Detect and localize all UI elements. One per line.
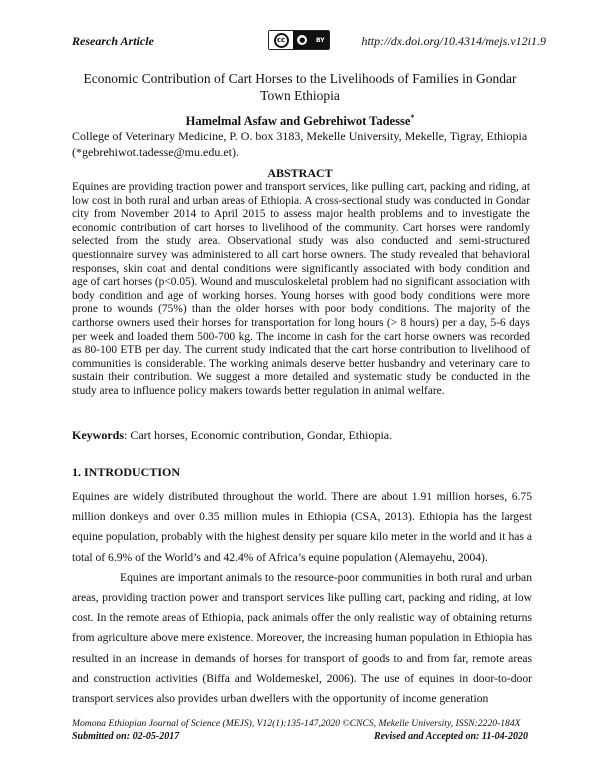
introduction-paragraph-2: Equines are important animals to the resource-poor communities in both rural and urban areas, providing traction power and transport services like pulling cart, packing and riding, at low cost. In the remote areas of Ethiopia, pack animals offer the only realistic way of obtaining returns from agriculture above mere existence. Moreover, the increasing human population in Ethiopia has resulted in an increase in demands of horses for transport of goods to and from far, remote areas and construction activities (Biffa and Woldemeskel, 2006). The use of equines in door-to-door transport services also provides urban dwellers with the opportunity of income generation bbox=[72, 570, 532, 706]
keywords-label: Keywords bbox=[72, 428, 124, 442]
license-by-label: BY bbox=[316, 36, 325, 44]
keywords-text: : Cart horses, Economic contribution, Gondar, Ethiopia. bbox=[124, 428, 393, 442]
article-type-label: Research Article bbox=[72, 34, 154, 48]
cc-logo-area bbox=[269, 31, 293, 49]
attribution-area bbox=[293, 31, 329, 49]
doi-link[interactable]: http://dx.doi.org/10.4314/mejs.v12i1.9 bbox=[361, 34, 546, 48]
author-list bbox=[72, 113, 528, 129]
cc-by-license-badge[interactable] bbox=[268, 30, 330, 50]
keywords-line bbox=[72, 428, 392, 443]
introduction-heading: 1. INTRODUCTION bbox=[72, 465, 181, 479]
paper-title: Economic Contribution of Cart Horses to the Livelihoods of Families in Gondar Town Ethiopia bbox=[83, 71, 517, 103]
introduction-body bbox=[72, 487, 532, 709]
submitted-date: Submitted on: 02-05-2017 bbox=[72, 731, 180, 742]
attribution-person-icon: ● bbox=[299, 36, 306, 44]
revised-accepted-date: Revised and Accepted on: 11-04-2020 bbox=[373, 731, 528, 742]
abstract-text: Equines are providing traction power and transport services, like pulling cart, packing and riding, at low cost in both rural and urban areas of Ethiopia. A cross-sectional study was conducted in Gondar city from November 2014 to April 2015 to assess major health problems and to investigate the economic contribution of cart horses to livelihood of the community. Cart horses were randomly selected from the study area. Observational study was also conducted and semi-structured questionnaire survey was administered to all cart horse owners. The study revealed that behavioral responses, skin coat and dental conditions were significantly associated with body condition and age of cart horses (p<0.05). Wound and musculoskeletal problem had no significant association with body condition and age of working horses. Young horses with good body conditions were more prone to wounds (75%) than the older horses with poor body conditions. The majority of the carthorse owners used their horses for transportation for long hours (> 8 hours) per a day, 5-6 days per week and loaded them 500-700 kg. The income in cash for the cart horse owners was recorded as 80-100 ETB per day. The current study indicated that the cart horse contribution to livelihood of communities is considerable. The working animals deserve better husbandry and veterinary care to sustain their contribution. We suggest a more detailed and systematic study be conducted in the study area to influence policy makers towards better regulation in animal welfare. bbox=[72, 181, 530, 397]
creative-commons-icon: cc bbox=[274, 33, 289, 48]
journal-footer: Momona Ethiopian Journal of Science (MEJS), V12(1):135-147,2020 ©CNCS, Mekelle University, ISSN:2220-184X bbox=[72, 718, 521, 729]
corresponding-author-mark: * bbox=[410, 113, 415, 122]
author-names: Hamelmal Asfaw and Gebrehiwot Tadesse bbox=[185, 114, 411, 129]
author-affiliation: College of Veterinary Medicine, P. O. box 3183, Mekelle University, Mekelle, Tigray, Ethiopia (*gebrehiwot.tadesse@mu.edu.et). bbox=[72, 129, 528, 159]
abstract-heading: ABSTRACT bbox=[267, 166, 333, 180]
introduction-paragraph-1: Equines are widely distributed throughout the world. There are about 1.91 million horses, 6.75 million donkeys and over 0.35 million mules in Ethiopia (CSA, 2013). Ethiopia has the largest equine population, probably with the highest density per square kilo meter in the world and it has a total of 6.9% of the World’s and 42.4% of Africa’s equine population (Alemayehu, 2004). bbox=[72, 490, 532, 564]
